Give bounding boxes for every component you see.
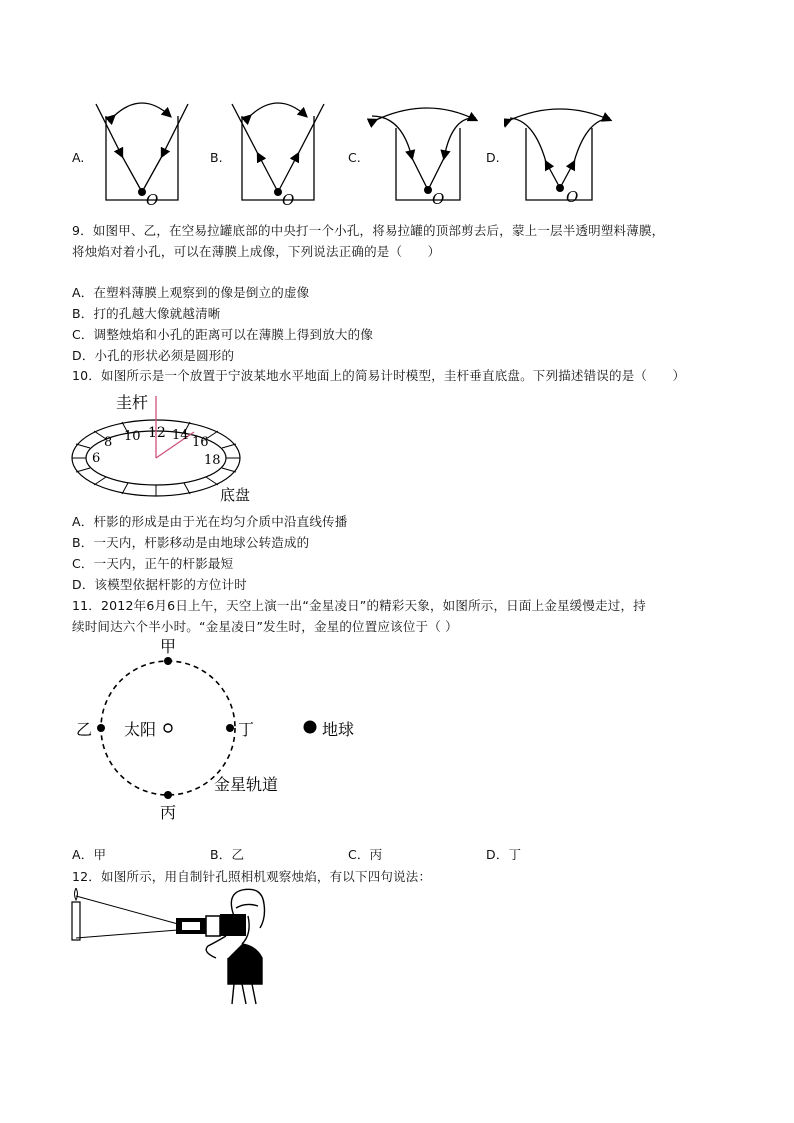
q8-option-a-letter: A. [72,150,85,165]
q12-stem: 12．如图所示，用自制针孔照相机观察烛焰，有以下四句说法： [72,869,432,884]
q8-option-a-diagram [92,98,192,208]
q10-hour-12: 12 [148,425,166,441]
q9-stem-line2: 将烛焰对着小孔，可以在薄膜上成像，下列说法正确的是（ ） [72,244,441,259]
q12-pinhole-camera-figure [66,888,266,1006]
q10-option-c[interactable]: C．一天内，正午的杆影最短 [72,556,234,571]
q10-sundial-figure [68,388,268,508]
q11-point-left [97,724,105,732]
q8-c-origin: O [432,190,445,208]
q11-option-d[interactable]: D．丁 [486,847,522,862]
pinhole-camera [176,914,246,936]
q11-option-b[interactable]: B．乙 [210,847,245,862]
q8-option-d-diagram [504,98,616,208]
q10-hour-10: 10 [124,429,141,444]
q10-option-d[interactable]: D．该模型依据杆影的方位计时 [72,577,247,592]
q11-point-bottom [164,791,172,799]
q8-option-d-letter: D. [486,150,500,165]
q11-stem-line2: 续时间达六个半小时。“金星凌日”发生时，金星的位置应该位于（ ） [72,619,458,634]
q11-sun-label: 太阳 [124,720,157,739]
q10-hour-8: 8 [104,435,113,450]
q11-point-right [226,724,234,732]
q11-label-bottom: 丙 [160,803,177,822]
q11-label-left: 乙 [76,720,93,739]
q8-option-b-diagram [228,98,328,208]
q11-point-top [164,657,172,665]
q11-option-a[interactable]: A．甲 [72,847,107,862]
q10-base-label: 底盘 [220,486,251,504]
q8-b-origin: O [282,191,295,208]
q11-earth-label: 地球 [322,720,355,739]
q9-option-d[interactable]: D．小孔的形状必须是圆形的 [72,348,235,363]
q8-d-origin: O [566,188,579,206]
q9-stem-line1: 9．如图甲、乙，在空易拉罐底部的中央打一个小孔，将易拉罐的顶部剪去后，蒙上一层半透明塑料薄膜， [72,223,665,238]
q10-hour-14: 14 [172,428,189,443]
q8-option-c-diagram [366,98,478,208]
q9-option-a[interactable]: A．在塑料薄膜上观察到的像是倒立的虚像 [72,285,310,300]
q9-option-c[interactable]: C．调整烛焰和小孔的距离可以在薄膜上得到放大的像 [72,327,374,342]
q11-label-right: 丁 [238,720,255,739]
q8-a-origin: O [146,191,159,208]
q11-venus-orbit-figure [70,632,380,822]
q10-stem: 10．如图所示是一个放置于宁波某地水平地面上的简易计时模型，圭杆垂直底盘。下列描述错误的是（ ） [72,368,686,383]
q11-stem-line1: 11．2012年6月6日上午，天空上演一出“金星凌日”的精彩天象，如图所示，日面上金星缓慢走过，持 [72,598,646,613]
q10-option-a[interactable]: A．杆影的形成是由于光在均匀介质中沿直线传播 [72,514,348,529]
q11-orbit-label: 金星轨道 [214,775,279,794]
q10-pole-label: 圭杆 [116,393,149,412]
q10-option-b[interactable]: B．一天内，杆影移动是由地球公转造成的 [72,535,310,550]
q10-hour-16: 16 [192,435,209,450]
q8-option-c-letter: C. [348,150,361,165]
q10-hour-6: 6 [92,451,101,466]
q11-option-c[interactable]: C．丙 [348,847,383,862]
q11-sun [164,724,172,732]
observer-person [206,889,264,1004]
q8-option-b-letter: B. [210,150,223,165]
candle-icon [72,888,80,940]
q11-earth [304,721,317,734]
q9-option-b[interactable]: B．打的孔越大像就越清晰 [72,306,221,321]
q10-hour-18: 18 [204,453,221,468]
q11-label-top: 甲 [160,637,177,656]
